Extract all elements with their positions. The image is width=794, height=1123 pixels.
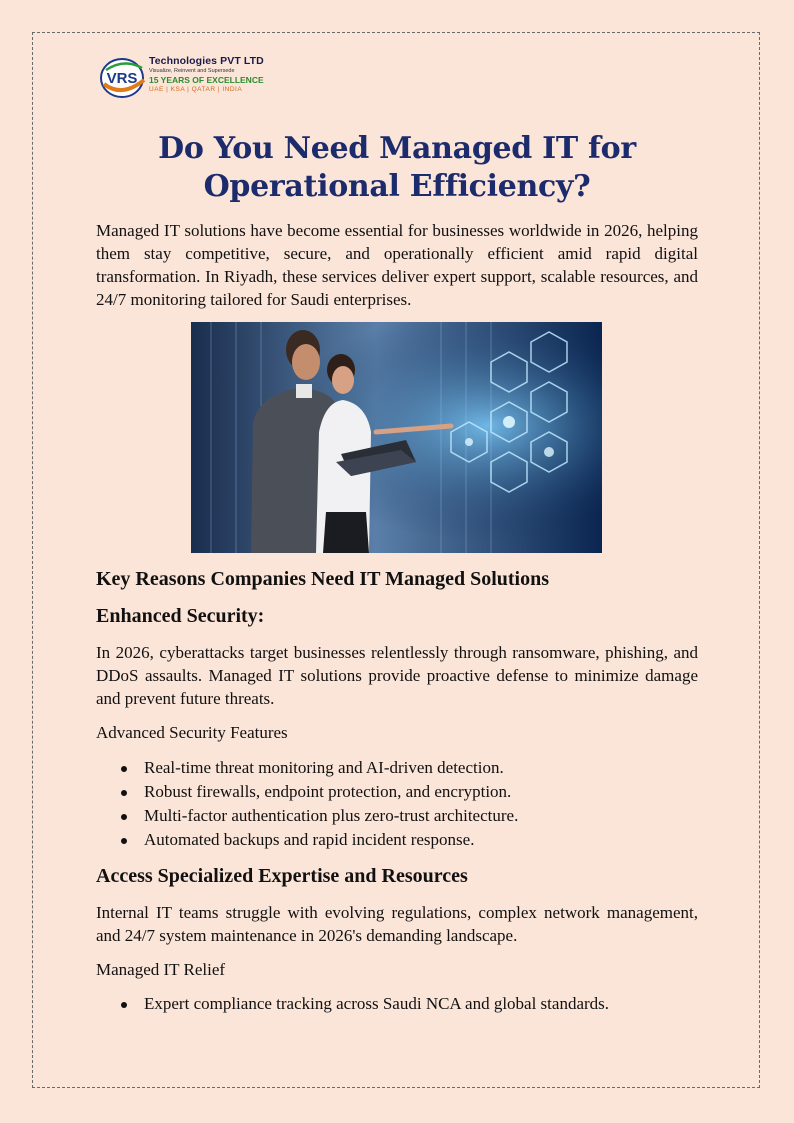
logo-tagline: Visualize, Reinvent and Supersede [149,68,235,74]
list-item: Real-time threat monitoring and AI-driven detection. [96,756,698,780]
hero-image [191,322,602,553]
security-features-list [96,756,698,852]
data-center-engineers-illustration [191,322,602,553]
intro-paragraph: Managed IT solutions have become essential for businesses worldwide in 2026, helping them stay competitive, secure, and operationally efficient amid rapid digital transformation. In Riyadh, these services deliver expert support, scalable resources, and 24/7 monitoring tailored for Saudi enterprises. [96,221,698,309]
section-heading-expertise: Access Specialized Expertise and Resources [96,865,468,887]
document-title: Do You Need Managed IT for Operational Efficiency? [158,131,636,204]
list-item: Robust firewalls, endpoint protection, and encryption. [96,780,698,804]
managed-it-relief-label: Managed IT Relief [96,960,226,979]
list-item: Automated backups and rapid incident response. [96,828,698,852]
company-logo [98,54,298,104]
vrs-logo-icon [98,54,150,100]
relief-list [96,992,698,1016]
list-item: Expert compliance tracking across Saudi NCA and global standards. [96,992,698,1016]
logo-mark-text: VRS [106,70,138,87]
list-item: Multi-factor authentication plus zero-trust architecture. [96,804,698,828]
logo-company-name: Technologies PVT LTD [149,55,264,67]
section-heading-enhanced-security: Enhanced Security: [96,605,265,627]
advanced-security-label: Advanced Security Features [96,723,288,742]
section-heading-key-reasons: Key Reasons Companies Need IT Managed Solutions [96,568,550,590]
enhanced-security-paragraph: In 2026, cyberattacks target businesses relentlessly through ransomware, phishing, and DDoS assaults. Managed IT solutions provide proactive defense to minimize damage and prevent future threats. [96,643,698,708]
logo-countries: UAE | KSA | QATAR | INDIA [149,86,243,93]
logo-years-badge: 15 YEARS OF EXCELLENCE [149,75,264,85]
expertise-paragraph: Internal IT teams struggle with evolving regulations, complex network management, and 24/7 system maintenance in 2026's demanding landscape. [96,903,698,945]
